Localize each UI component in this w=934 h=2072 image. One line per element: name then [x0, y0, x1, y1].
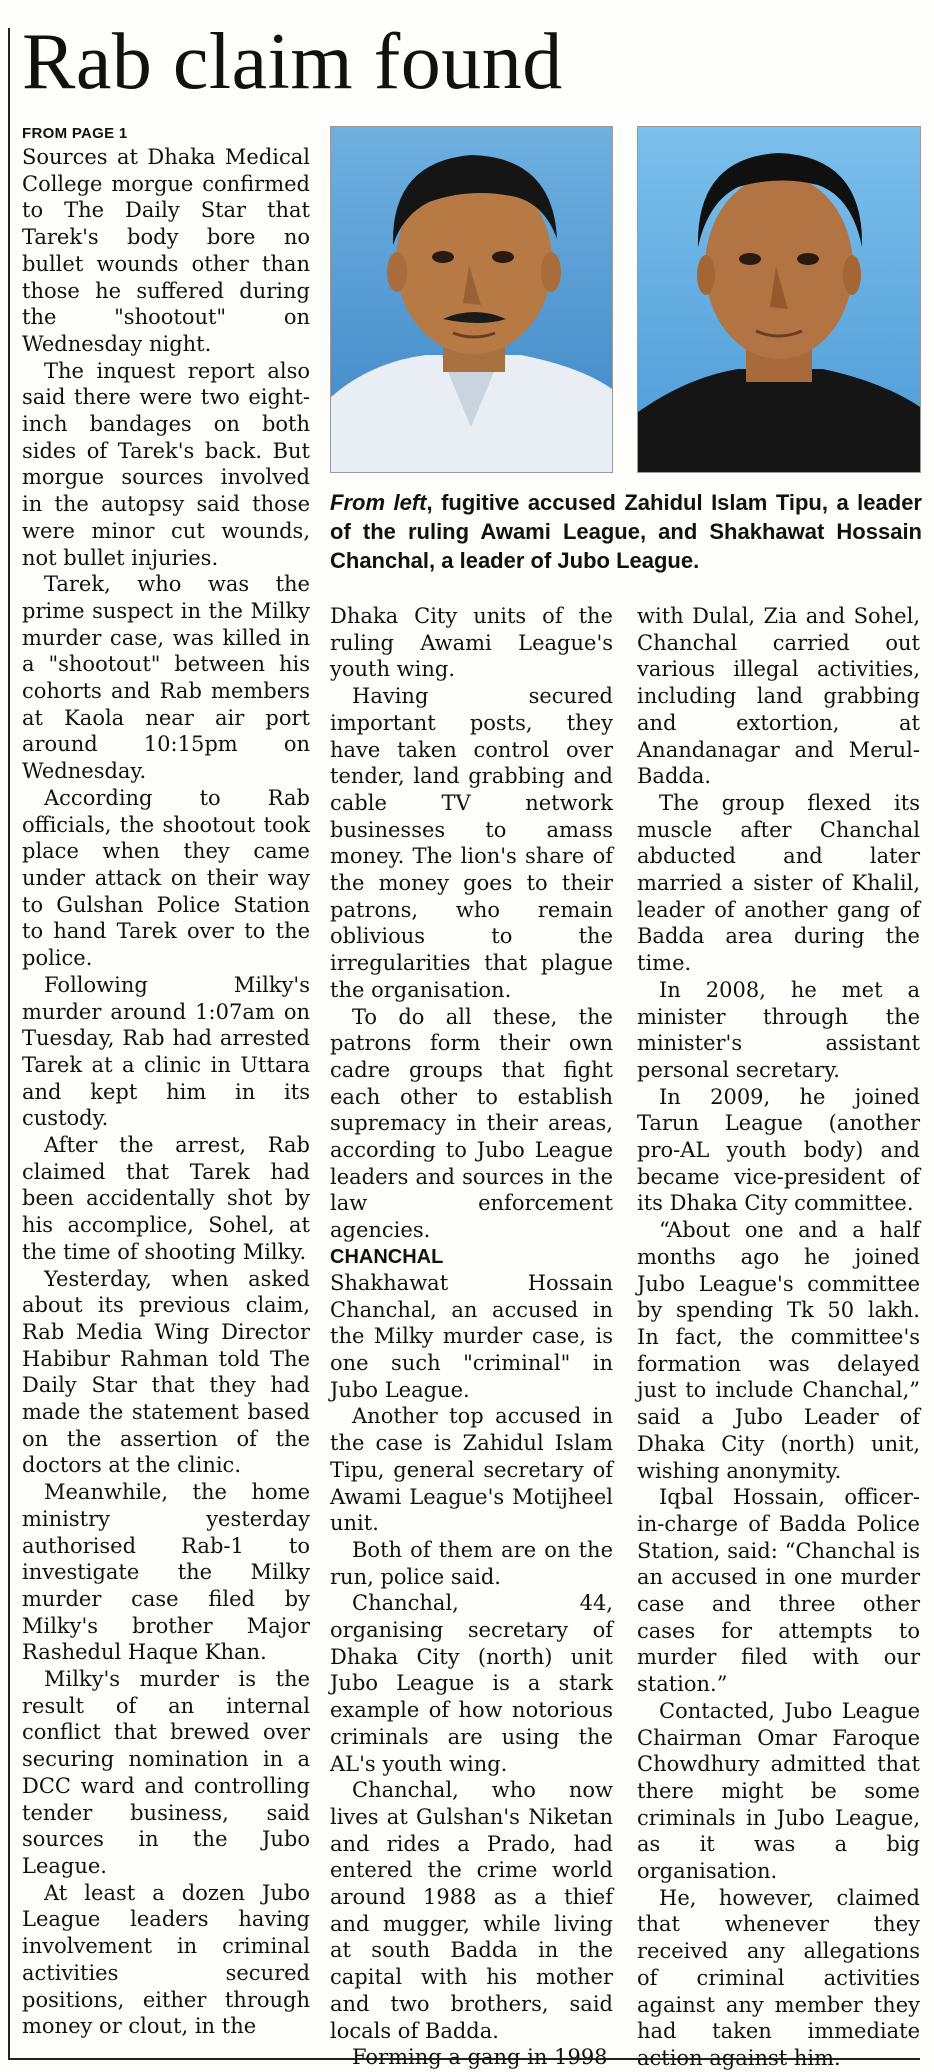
photo-caption	[330, 488, 922, 575]
caption-text: , fugitive accused Zahidul Islam Tipu, a leader of the ruling Awami League, and Shakhawat Hossain Chanchal, a leader of Jubo League.	[330, 490, 922, 573]
paragraph: Milky's murder is the result of an internal conflict that brewed over securing nomination in a DCC ward and controlling tender business, said sources in the Jubo League.	[22, 1667, 310, 1878]
paragraph: with Dulal, Zia and Sohel, Chanchal carried out various illegal activities, including land grabbing and extortion, at Anandanagar and Merul-Badda.	[637, 604, 920, 789]
paragraph: Forming a gang in 1998	[352, 2045, 608, 2070]
headline: Rab claim found	[22, 18, 563, 106]
paragraph: Sources at Dhaka Medical College morgue confirmed to The Daily Star that Tarek's body bore no bullet wounds other than those he suffered during the "shootout" on Wednesday night.	[22, 145, 310, 356]
paragraph: “About one and a half months ago he joined Jubo League's committee by spending Tk 50 lakh. In fact, the committee's formation was delayed just to include Chanchal,” said a Jubo Leader of Dhaka City (north) unit, wishing anonymity.	[637, 1218, 920, 1483]
photo-zahidul-islam-tipu	[330, 126, 613, 473]
photo-shakhawat-hossain-chanchal	[637, 126, 921, 473]
paragraph: Dhaka City units of the ruling Awami League's youth wing.	[330, 604, 613, 682]
paragraph: Both of them are on the run, police said.	[330, 1537, 613, 1589]
kicker-from-page: FROM PAGE 1	[22, 125, 128, 142]
portrait-right-image	[638, 127, 920, 472]
paragraph: Tarek, who was the prime suspect in the Milky murder case, was killed in a "shootout" between his cohorts and Rab members at Kaola near air port around 10:15pm on Wednesday.	[22, 572, 310, 784]
paragraph: Shakhawat Hossain Chanchal, an accused in the Milky murder case, is one such "criminal" in Jubo League.	[330, 1270, 613, 1402]
paragraph: To do all these, the patrons form their own cadre groups that fight each other to establish supremacy in their areas, according to Jubo League leaders and sources in the law enforcement agencies.	[330, 1004, 613, 1243]
paragraph: Iqbal Hossain, officer-in-charge of Badda Police Station, said: “Chanchal is an accused in one murder case and three other cases for attempts to murder filed with our station.”	[637, 1485, 920, 1697]
paragraph: Yesterday, when asked about its previous claim, Rab Media Wing Director Habibur Rahman told The Daily Star that they had made the statement based on the assertion of the doctors at the clinic.	[22, 1266, 310, 1478]
left-column-rule	[8, 28, 10, 2058]
portrait-left-image	[331, 127, 612, 472]
paragraph: Chanchal, 44, organising secretary of Dhaka City (north) unit Jubo League is a stark example of how notorious criminals are using the AL's youth wing.	[330, 1591, 613, 1776]
paragraph: At least a dozen Jubo League leaders having involvement in criminal activities secured positions, either through money or clout, in the	[22, 1880, 310, 2039]
article-column-1	[22, 124, 310, 2040]
paragraph: After the arrest, Rab claimed that Tarek had been accidentally shot by his accomplice, Sohel, at the time of shooting Milky.	[22, 1133, 310, 1264]
article-column-2	[330, 603, 613, 2071]
caption-lead: From left	[330, 490, 427, 515]
article-column-3	[637, 603, 920, 2072]
subhead-chanchal: CHANCHAL	[330, 1245, 444, 1268]
paragraph: In 2008, he met a minister through the minister's assistant personal secretary.	[637, 977, 920, 1082]
paragraph: Having secured important posts, they have taken control over tender, land grabbing and cable TV network businesses to amass money. The lion's share of the money goes to their patrons, who remain oblivious to the irregularities that plague the organisation.	[330, 684, 613, 1002]
paragraph: According to Rab officials, the shootout took place when they came under attack on their way to Gulshan Police Station to hand Tarek over to the police.	[22, 785, 310, 971]
paragraph: Chanchal, who now lives at Gulshan's Niketan and rides a Prado, had entered the crime world around 1988 as a thief and mugger, while living at south Badda in the capital with his mother and two brothers, said locals of Badda.	[330, 1778, 613, 2043]
paragraph: Meanwhile, the home ministry yesterday authorised Rab-1 to investigate the Milky murder case filed by Milky's brother Major Rashedul Haque Khan.	[22, 1480, 310, 1665]
paragraph: Following Milky's murder around 1:07am on Tuesday, Rab had arrested Tarek at a clinic in Uttara and kept him in its custody.	[22, 972, 310, 1131]
paragraph: The inquest report also said there were two eight-inch bandages on both sides of Tarek's back. But morgue sources involved in the autopsy said those were minor cut wounds, not bullet injuries.	[22, 358, 310, 570]
paragraph: Another top accused in the case is Zahidul Islam Tipu, general secretary of Awami League's Motijheel unit.	[330, 1404, 613, 1536]
paragraph: Contacted, Jubo League Chairman Omar Faroque Chowdhury admitted that there might be some criminals in Jubo League, as it was a big organisation.	[637, 1698, 920, 1884]
paragraph: In 2009, he joined Tarun League (another pro-AL youth body) and became vice-president of its Dhaka City committee.	[637, 1084, 920, 1216]
paragraph: He, however, claimed that whenever they received any allegations of criminal activities against any member they had taken immediate action against him.	[637, 1885, 920, 2070]
paragraph: The group flexed its muscle after Chanchal abducted and later married a sister of Khalil, leader of another gang of Badda area during the time.	[637, 790, 920, 976]
